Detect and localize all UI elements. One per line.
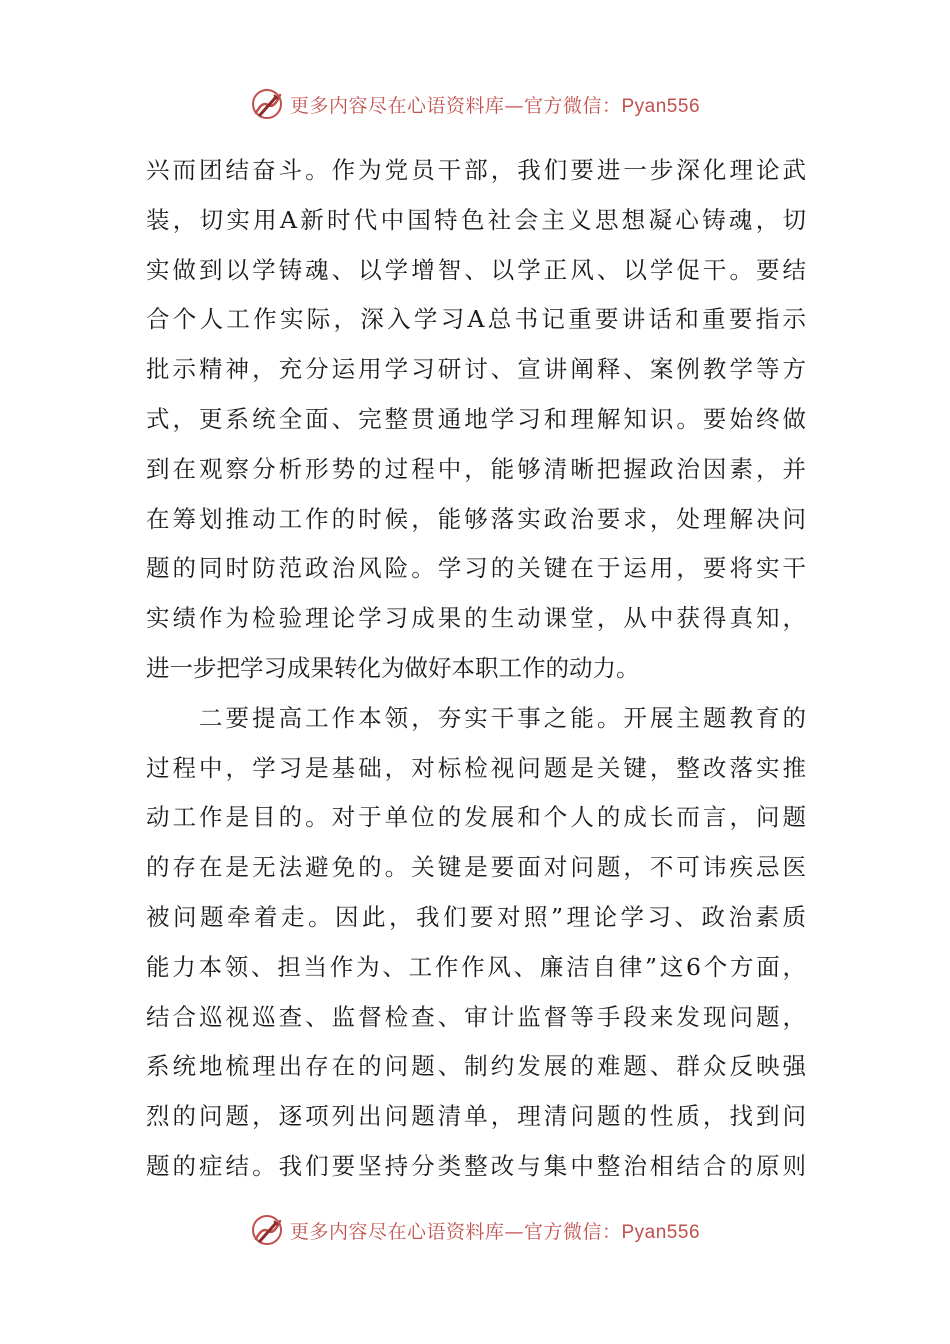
footer-banner bbox=[0, 1210, 950, 1250]
text-line: 的存在是无法避免的。关键是要面对问题，不可讳疾忌医 bbox=[146, 853, 806, 882]
text-line: 合个人工作实际，深入学习A总书记重要讲话和重要指示 bbox=[146, 305, 806, 334]
text-line: 过程中，学习是基础，对标检视问题是关键，整改落实推 bbox=[146, 753, 806, 782]
text-line: 进一步把学习成果转化为做好本职工作的动力。 bbox=[146, 653, 640, 682]
text-line: 到在观察分析形势的过程中，能够清晰把握政治因素，并 bbox=[146, 454, 806, 483]
banner-site-name: 更多内容尽在心语资料库 bbox=[289, 1220, 505, 1243]
text-line: 批示精神，充分运用学习研讨、宣讲阐释、案例教学等方 bbox=[146, 355, 806, 384]
text-line: 被问题牵着走。因此，我们要对照”理论学习、政治素质 bbox=[146, 902, 806, 931]
text-line: 系统地梳理出存在的问题、制约发展的难题、群众反映强 bbox=[146, 1052, 806, 1081]
text-line: 二要提高工作本领，夯实干事之能。开展主题教育的 bbox=[146, 703, 806, 732]
text-line: 式，更系统全面、完整贯通地学习和理解知识。要始终做 bbox=[146, 404, 806, 433]
banner-site-name: 更多内容尽在心语资料库 bbox=[289, 94, 505, 117]
text-line: 实绩作为检验理论学习成果的生动课堂，从中获得真知， bbox=[146, 604, 806, 633]
text-line: 装，切实用A新时代中国特色社会主义思想凝心铸魂，切 bbox=[146, 205, 806, 234]
text-line: 实做到以学铸魂、以学增智、以学正风、以学促干。要结 bbox=[146, 255, 806, 284]
banner-text bbox=[290, 1217, 700, 1244]
banner-dash: — bbox=[504, 1220, 524, 1243]
banner-wechat-id: Pyan556 bbox=[621, 1221, 701, 1243]
pen-signature-logo-icon bbox=[250, 1213, 284, 1247]
banner-wechat-label: 官方微信： bbox=[523, 94, 622, 117]
banner-wechat-id: Pyan556 bbox=[621, 95, 701, 117]
text-line: 动工作是目的。对于单位的发展和个人的成长而言，问题 bbox=[146, 803, 806, 832]
text-line: 能力本领、担当作为、工作作风、廉洁自律”这6个方面， bbox=[146, 952, 806, 981]
text-line: 在筹划推动工作的时候，能够落实政治要求，处理解决问 bbox=[146, 504, 806, 533]
banner-text bbox=[290, 91, 700, 118]
text-line: 题的症结。我们要坚持分类整改与集中整治相结合的原则 bbox=[146, 1151, 806, 1180]
document-body bbox=[146, 146, 806, 1192]
banner-dash: — bbox=[504, 94, 524, 117]
text-line: 题的同时防范政治风险。学习的关键在于运用，要将实干 bbox=[146, 554, 806, 583]
text-line: 烈的问题，逐项列出问题清单，理清问题的性质，找到问 bbox=[146, 1102, 806, 1131]
banner-wechat-label: 官方微信： bbox=[523, 1220, 622, 1243]
text-line: 结合巡视巡查、监督检查、审计监督等手段来发现问题， bbox=[146, 1002, 806, 1031]
header-banner bbox=[0, 84, 950, 124]
text-line: 兴而团结奋斗。作为党员干部，我们要进一步深化理论武 bbox=[146, 156, 806, 184]
pen-signature-logo-icon bbox=[250, 87, 284, 121]
